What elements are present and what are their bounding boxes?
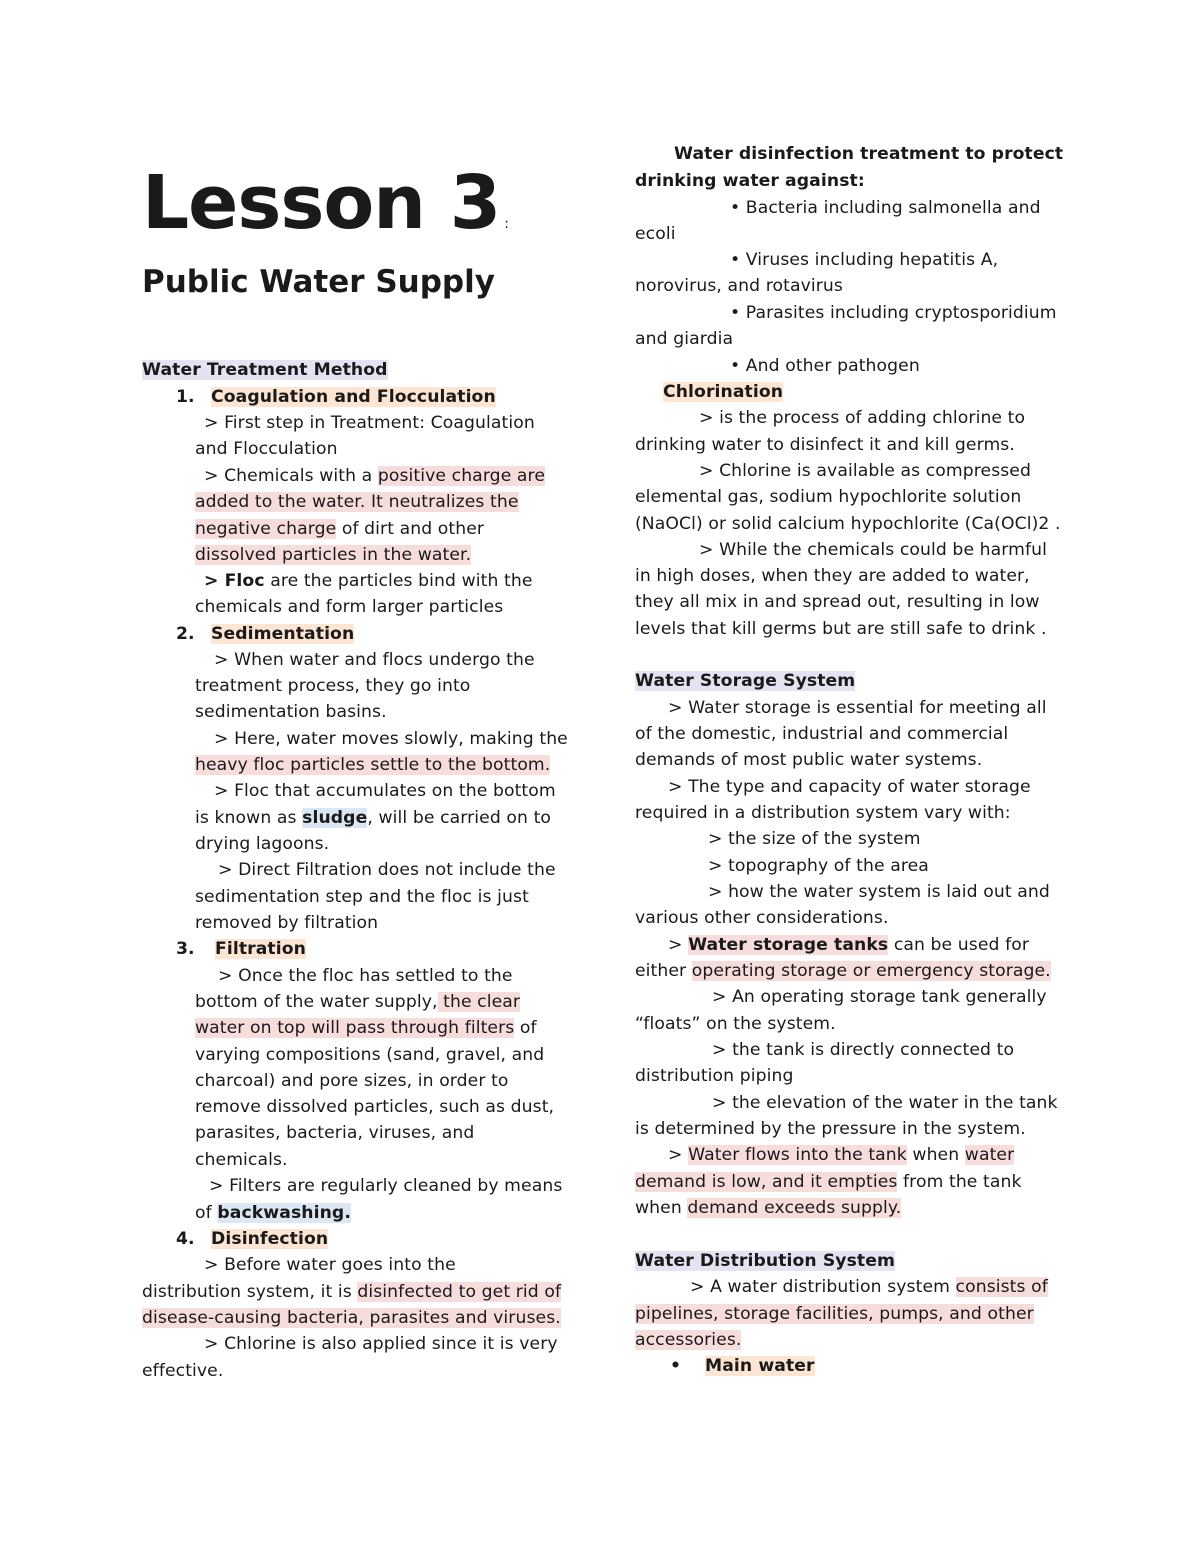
- text-line: > Chlorine is also applied since it is very: [204, 1334, 558, 1354]
- text-line: > Direct Filtration does not include the: [218, 860, 556, 880]
- bullet-icon: •: [670, 1356, 682, 1376]
- text-line: > Water storage is essential for meeting all: [668, 698, 1047, 718]
- text-line: disease-causing bacteria, parasites and viruses.: [142, 1308, 561, 1328]
- text-line: required in a distribution system vary with:: [635, 803, 1011, 823]
- text-line: > is the process of adding chlorine to: [699, 408, 1026, 428]
- text-line: parasites, bacteria, viruses, and: [195, 1123, 475, 1143]
- bullet-line: • Viruses including hepatitis A,: [730, 250, 999, 270]
- section-title-distribution: Water Distribution System: [635, 1251, 896, 1271]
- text-line: of the domestic, industrial and commercial: [635, 724, 1009, 744]
- text-line: > the tank is directly connected to: [712, 1040, 1015, 1060]
- text-line: > Here, water moves slowly, making the: [214, 729, 568, 749]
- text-line: > Chlorine is available as compressed: [699, 461, 1031, 481]
- text-line: > topography of the area: [708, 856, 929, 876]
- text-line: chemicals and form larger particles: [195, 597, 504, 617]
- lesson-number: Lesson 3: [142, 160, 501, 246]
- text-line: ecoli: [635, 224, 676, 244]
- bullet-line: • Parasites including cryptosporidium: [730, 303, 1057, 323]
- text-line: > Filters are regularly cleaned by means: [209, 1176, 563, 1196]
- text-line: distribution system, it is disinfected to get rid of: [142, 1282, 562, 1302]
- list-number: 3.: [176, 939, 195, 959]
- text-line: added to the water. It neutralizes the: [195, 492, 519, 512]
- bullet-line: • And other pathogen: [730, 356, 920, 376]
- text-line: drinking water to disinfect it and kill germs.: [635, 435, 1015, 455]
- text-line: Water disinfection treatment to protect: [674, 144, 1064, 164]
- text-line: > Floc that accumulates on the bottom: [214, 781, 556, 801]
- lesson-colon: :: [504, 216, 508, 232]
- text-line: negative charge of dirt and other: [195, 519, 485, 539]
- text-line: demands of most public water systems.: [635, 750, 983, 770]
- text-line: in high doses, when they are added to water,: [635, 566, 1030, 586]
- list-number: 2.: [176, 624, 195, 644]
- section-title-storage: Water Storage System: [635, 671, 856, 691]
- text-line: sedimentation basins.: [195, 702, 387, 722]
- item-title-filtration: Filtration: [215, 939, 306, 959]
- text-line: varying compositions (sand, gravel, and: [195, 1045, 545, 1065]
- text-line: accessories.: [635, 1330, 742, 1350]
- text-line: > the size of the system: [708, 829, 921, 849]
- text-line: water on top will pass through filters of: [195, 1018, 537, 1038]
- text-line: > While the chemicals could be harmful: [699, 540, 1048, 560]
- text-line: removed by filtration: [195, 913, 379, 933]
- text-line: sedimentation step and the floc is just: [195, 887, 529, 907]
- section-title-treatment: Water Treatment Method: [142, 360, 388, 380]
- text-line: either operating storage or emergency storage.: [635, 961, 1051, 981]
- text-line: bottom of the water supply, the clear: [195, 992, 521, 1012]
- text-line: they all mix in and spread out, resulting in low: [635, 592, 1040, 612]
- text-line: treatment process, they go into: [195, 676, 471, 696]
- lesson-title: [142, 158, 508, 269]
- text-line: (NaOCl) or solid calcium hypochlorite (Ca(OCl)2 .: [635, 514, 1061, 534]
- text-line: > When water and flocs undergo the: [214, 650, 535, 670]
- text-line: heavy floc particles settle to the bottom.: [195, 755, 551, 775]
- text-line: > First step in Treatment: Coagulation: [204, 413, 535, 433]
- text-line: > Water flows into the tank when water: [668, 1145, 1015, 1165]
- list-number: 4.: [176, 1229, 195, 1249]
- text-line: > A water distribution system consists of: [690, 1277, 1048, 1297]
- text-line: effective.: [142, 1361, 224, 1381]
- text-line: is known as sludge, will be carried on to: [195, 808, 552, 828]
- text-line: remove dissolved particles, such as dust,: [195, 1097, 555, 1117]
- text-line: chemicals.: [195, 1150, 288, 1170]
- text-line: of backwashing.: [195, 1203, 351, 1223]
- item-title-disinfection: Disinfection: [211, 1229, 329, 1249]
- text-line: > An operating storage tank generally: [712, 987, 1047, 1007]
- text-line: > Chemicals with a positive charge are: [204, 466, 546, 486]
- section-title-chlorination: Chlorination: [663, 382, 784, 402]
- text-line: distribution piping: [635, 1066, 794, 1086]
- text-line: > Before water goes into the: [204, 1255, 456, 1275]
- text-line: demand is low, and it empties from the tank: [635, 1172, 1022, 1192]
- text-line: levels that kill germs but are still safe to drink .: [635, 619, 1047, 639]
- text-line: when demand exceeds supply.: [635, 1198, 902, 1218]
- bullet-line: • Bacteria including salmonella and: [730, 198, 1041, 218]
- text-line: drying lagoons.: [195, 834, 330, 854]
- text-line: > Once the floc has settled to the: [218, 966, 513, 986]
- text-line: pipelines, storage facilities, pumps, and other: [635, 1304, 1034, 1324]
- text-line: charcoal) and pore sizes, in order to: [195, 1071, 509, 1091]
- item-title-coagulation: Coagulation and Flocculation: [211, 387, 496, 407]
- text-line: drinking water against:: [635, 171, 865, 191]
- text-line: > Floc are the particles bind with the: [204, 571, 533, 591]
- text-line: elemental gas, sodium hypochlorite solution: [635, 487, 1022, 507]
- text-line: > how the water system is laid out and: [708, 882, 1050, 902]
- list-number: 1.: [176, 387, 195, 407]
- text-line: > the elevation of the water in the tank: [712, 1093, 1058, 1113]
- text-line: “floats” on the system.: [635, 1014, 836, 1034]
- text-line: dissolved particles in the water.: [195, 545, 472, 565]
- text-line: > The type and capacity of water storage: [668, 777, 1031, 797]
- page-title: Public Water Supply: [142, 264, 495, 300]
- list-item-main-water: Main water: [705, 1356, 815, 1376]
- item-title-sedimentation: Sedimentation: [211, 624, 355, 644]
- text-line: and Flocculation: [195, 439, 338, 459]
- text-line: norovirus, and rotavirus: [635, 276, 843, 296]
- text-line: and giardia: [635, 329, 734, 349]
- text-line: various other considerations.: [635, 908, 889, 928]
- text-line: > Water storage tanks can be used for: [668, 935, 1030, 955]
- text-line: is determined by the pressure in the system.: [635, 1119, 1026, 1139]
